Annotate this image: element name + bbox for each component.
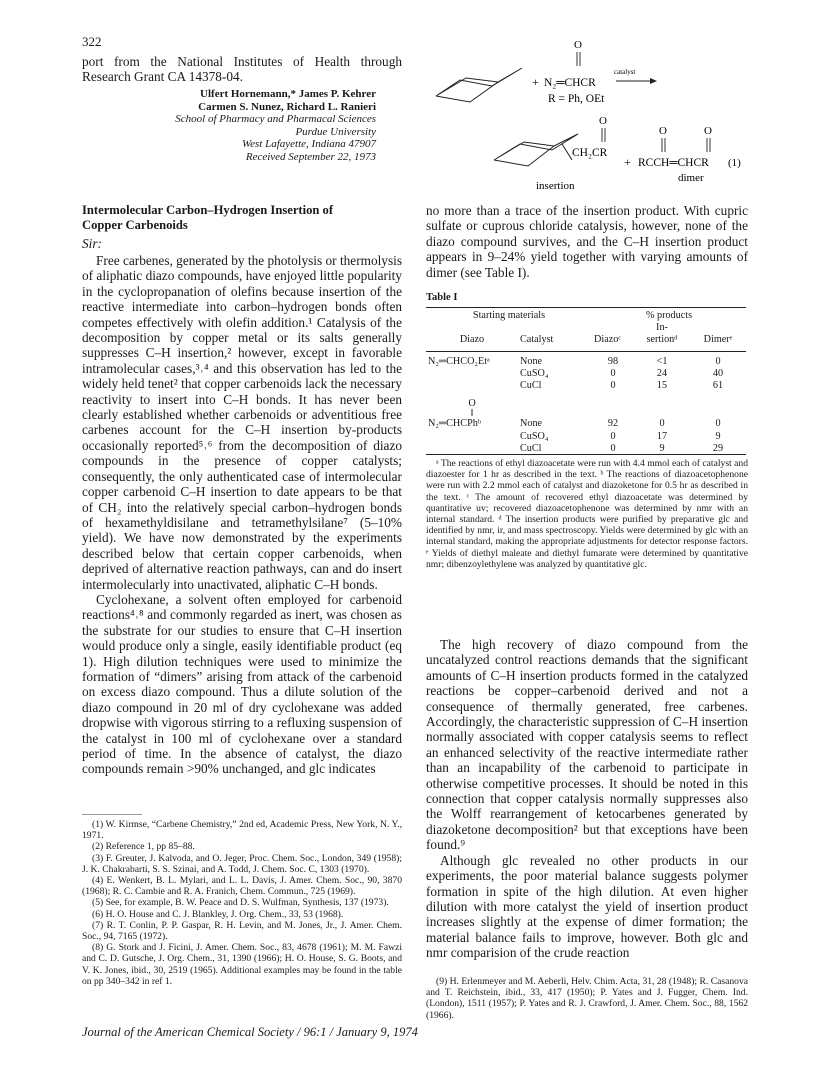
diazo-reagent: N₂═CHCR — [544, 77, 596, 89]
reference: (3) F. Greuter, J. Kalvoda, and O. Jeger, Proc. Chem. Soc., London, 349 (1958); J. K. Chakrabarti, S. S. Szinai, and A. Todd, J. Chem. Soc. C, 1303 (1970). — [82, 852, 402, 875]
diazo-cell: 92 — [607, 418, 619, 430]
references-left — [82, 819, 402, 987]
carbonyl-o: O — [704, 125, 712, 137]
dimer-cell: 9 — [715, 430, 721, 442]
reference: (2) Reference 1, pp 85–88. — [92, 841, 195, 853]
left-column-body — [82, 253, 402, 777]
insertion-cell: 0 — [659, 418, 665, 430]
plus-sign: + — [624, 155, 631, 169]
cyclohexane-product-structure — [494, 134, 578, 160]
diazo-cell: 0 — [610, 367, 616, 379]
column-header: Dimerᵉ — [703, 334, 733, 346]
right-column-intro — [426, 203, 748, 280]
column-header: Diazo — [459, 334, 485, 346]
insertion-cell: <1 — [656, 355, 668, 367]
reagent-cell: N₂═CHCPhᵇ — [428, 418, 481, 430]
table-title: Table I — [426, 292, 458, 303]
right-column-body — [426, 637, 748, 961]
diazo-cell: 98 — [607, 355, 619, 367]
paragraph: no more than a trace of the insertion product. With cupric sulfate or cuprous chloride catalysis, however, none of the diazo compound survives, and the C–H insertion product appears in 9–24% yield together with varying amounts of dimer (see Table I). — [426, 203, 748, 280]
table-1 — [426, 292, 748, 303]
table-row — [426, 356, 746, 368]
dimer-cell: 61 — [712, 380, 724, 392]
catalyst-cell: CuCl — [520, 380, 542, 392]
title-line: Copper Carbenoids — [82, 217, 188, 232]
reagent-cell: N₂═CHCO₂Etᵃ — [428, 355, 490, 367]
table-bottom-rule — [426, 454, 746, 455]
acknowledgment-paragraph: port from the National Institutes of Health through Research Grant CA 14378-04. — [82, 54, 402, 85]
footnote-separator — [82, 814, 142, 815]
diazo-cell: 0 — [610, 442, 616, 454]
paragraph: The high recovery of diazo compound from the uncatalyzed control reactions demands that the significant amounts of C–H insertion products formed in the catalyzed reactions be copper–carbenoid derived and not a consequence of thermally generated, free carbenes. Accordingly, the characteristic suppression of C–H insertion normally associated with copper catalysis seems to reflect an enhanced selectivity of the reactive intermediate rather than an incapability of the carbenoid to participate in otherwise competitive processes. It should be noted in this connection that copper catalysis normally suppresses also the Wolff rearrangement of ketocarbenes generated by diazoketone decomposition² but that exceptions have been found.⁹ — [426, 637, 748, 853]
header-group: % products — [645, 310, 693, 321]
plus-sign: + — [532, 75, 539, 89]
page-number: 322 — [82, 34, 102, 49]
catalyst-label: catalyst — [614, 68, 636, 76]
catalyst-cell: None — [520, 418, 543, 430]
dimer-cell: 40 — [712, 367, 724, 379]
column-header: Catalyst — [520, 334, 554, 346]
reference: (9) H. Erlenmeyer and M. Aeberli, Helv. Chim. Acta, 31, 28 (1948); R. Casanova and T. Reichstein, ibid., 33, 417 (1950); P. Yates and J. Fugger, Chem. Ind. (London), 1511 (1957); P. Yates and R. J. Crawford, J. Amer. Chem. Soc., 88, 1562 (1966). — [426, 976, 748, 1021]
dimer-formula: RCCH═CHCR — [638, 157, 709, 169]
table-body — [426, 310, 748, 455]
catalyst-cell: CuSO₄ — [520, 430, 549, 442]
column-header: In- — [656, 322, 668, 334]
catalyst-cell: None — [520, 355, 543, 367]
bond-line — [562, 144, 572, 160]
author-names: Ulfert Hornemann,* James P. Kehrer — [200, 88, 376, 100]
table-footnote-text: ᵃ The reactions of ethyl diazoacetate were run with 4.4 mmol each of catalyst and diazoester for 1 hr as described in the text. ᵇ The reactions of diazoacetophenone were run with 2.2 mmol each of catalyst and diazoketone for 0.5 hr as described in the text. ᶜ The amount of recovered ethyl diazoacetate was determined by quantitative uv; recovered diazoacetophenone was determined by nmr with an internal standard. ᵈ The insertion products were purified by preparative glc and identified by nmr, ir, and mass spectroscopy. Yields were determined by glc with an internal standard, making the appropriate adjustments for detector response factors. ᵉ Yields of diethyl maleate and diethyl fumarate were determined by quantitative nmr; dibenzoylethylene was analyzed by quantitative glc. — [426, 458, 748, 570]
author-names: Carmen S. Nunez, Richard L. Ranieri — [198, 100, 376, 113]
journal-footer: Journal of the American Chemical Society / 96:1 / January 9, 1974 — [82, 1025, 418, 1039]
table-top-rule — [426, 307, 746, 308]
column-header: Diazoᶜ — [594, 334, 621, 346]
reference: (7) R. T. Conlin, P. P. Gaspar, R. H. Levin, and M. Jones, Jr., J. Amer. Chem. Soc., 94, 7165 (1972). — [82, 919, 402, 943]
title-line: Intermolecular Carbon–Hydrogen Insertion of — [82, 203, 334, 217]
table-row — [426, 380, 746, 392]
received-date: Received September 22, 1973 — [245, 150, 376, 163]
table-footnotes — [426, 458, 748, 570]
reagent-carbonyl-o: O — [468, 398, 476, 410]
salutation: Sir: — [82, 236, 102, 251]
carbonyl-o: O — [574, 39, 582, 51]
reaction-scheme — [426, 34, 756, 194]
table-row — [426, 431, 746, 443]
insertion-group: CH₂CR — [572, 147, 608, 159]
dimer-cell: 0 — [715, 418, 721, 430]
insertion-cell: 17 — [656, 430, 668, 442]
author-block — [82, 88, 376, 164]
insertion-cell: 15 — [656, 380, 668, 392]
reference: (4) E. Wenkert, B. L. Mylari, and L. L. Davis, J. Amer. Chem. Soc., 90, 3870 (1968); R. C. Cambie and R. A. Franich, Chem. Commun., 725 (1969). — [82, 875, 402, 898]
paragraph: Free carbenes, generated by the photolysis or thermolysis of aliphatic diazo compounds, have enjoyed little popularity in the cyclopropanation of olefins because insertion of the reactive intermediate into carbon–hydrogen bonds often competes effectively with olefin addition.¹ Catalysis of the decomposition by copper metal or its salts generally suppresses C–H insertion,² however, except in favorable intramolecular cases,³˒⁴ and this observation has led to the widely held tenet² that copper carbenoids lack the necessary reactivity to insert into C–H bonds. It has never been clearly established whether carbenoids or adventitious free carbenes account for the C–H insertion by-products occasionally reported⁵˒⁶ from the decomposition of diazo compounds in the presence of copper catalysts; consequently, the only authenticated case of intermolecular copper carbenoid C–H insertion to date appears to be that of CH₂ into the relatively special carbon–hydrogen bonds of hexamethyldisilane and tetramethylsilane⁷ (5–10% yield). We have now demonstrated by the experiments described below that certain copper carbenoids, when deprived of alternative reaction pathways, can and do insert intermolecularly into unactivated, aliphatic C–H bonds. — [82, 253, 402, 592]
paragraph: Cyclohexane, a solvent often employed for carbenoid reactions⁴˒⁸ and commonly regarded as inert, was chosen as the substrate for our studies to ensure that C–H insertion would produce only a single, easily identifiable product (eq 1). High dilution techniques were used to minimize the formation of “dimers” arising from attack of the carbenoid on excess diazo compound. Thus a dilute solution of the diazo compound in 20 ml of dry cyclohexane was added dropwise with vigorous stirring to a refluxing suspension of the catalyst in 100 ml of cyclohexane over a standard period of time. In the absence of catalyst, the diazo compounds remain >90% unchanged, and glc indicates — [82, 591, 402, 777]
diazo-cell: 0 — [610, 430, 616, 442]
double-bond-mark: ‖ — [470, 408, 474, 420]
reference: (6) H. O. House and C. J. Blankley, J. Org. Chem., 33, 53 (1968). — [92, 908, 344, 920]
insertion-cell: 24 — [656, 367, 668, 379]
references-right — [426, 976, 748, 1021]
reference: (1) W. Kirmse, “Carbene Chemistry,” 2nd ed, Academic Press, New York, N. Y., 1971. — [82, 819, 402, 842]
carbonyl-o: O — [599, 115, 607, 127]
insertion-cell: 9 — [659, 442, 665, 454]
affiliation: Purdue University — [295, 125, 376, 138]
arrow-head — [650, 78, 657, 84]
table-row — [426, 418, 746, 430]
catalyst-cell: CuSO₄ — [520, 367, 549, 379]
insertion-label: insertion — [536, 180, 575, 192]
carbonyl-o: O — [659, 125, 667, 137]
article-title — [82, 203, 402, 232]
dimer-cell: 29 — [712, 442, 724, 454]
dimer-label: dimer — [678, 172, 704, 184]
acknowledgment-text — [82, 54, 402, 85]
equation-number: (1) — [728, 157, 741, 169]
column-header: sertionᵈ — [646, 334, 678, 346]
catalyst-cell: CuCl — [520, 442, 542, 454]
table-row — [426, 368, 746, 380]
dimer-cell: 0 — [715, 355, 721, 367]
paragraph: Although glc revealed no other products in our experiments, the poor material balance suggests polymer formation in spite of the high dilution. At even higher dilution with more catalyst the yield of insertion product increases slightly at the expense of dimer formation; the material balance fails to improve, however. Both glc and nmr comparision of the crude reaction — [426, 852, 748, 961]
cyclohexane-structure — [436, 68, 522, 96]
affiliation: School of Pharmacy and Pharmacal Sciences — [175, 113, 376, 126]
reference: (8) G. Stork and J. Ficini, J. Amer. Chem. Soc., 83, 4678 (1961); M. M. Fawzi and C. D. Gutsche, J. Org. Chem., 31, 1390 (1966); H. O. House, S. G. Boots, and V. K. Jones, ibid., 30, 2519 (1965). Additional examples may be found in the table on pp 340–342 in ref 1. — [82, 942, 402, 987]
reference: (5) See, for example, B. W. Peace and D. S. Wulfman, Synthesis, 137 (1973). — [92, 897, 389, 909]
affiliation: West Lafayette, Indiana 47907 — [241, 138, 376, 151]
r-definition: R = Ph, OEt — [548, 93, 605, 105]
diazo-cell: 0 — [610, 380, 616, 392]
header-group: Starting materials — [472, 310, 546, 321]
